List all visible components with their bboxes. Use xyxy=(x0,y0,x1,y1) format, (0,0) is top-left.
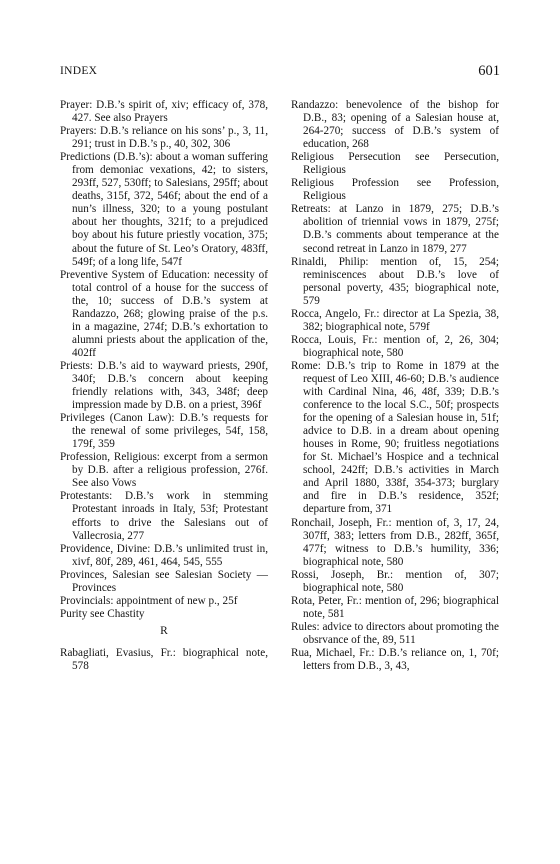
index-column-left xyxy=(60,99,268,673)
index-entry-providence: Providence, Divine: D.B.’s unlimited trust in, xivf, 80f, 289, 461, 464, 545, 555 xyxy=(60,542,268,568)
index-entry-privileges: Privileges (Canon Law): D.B.’s requests for the renewal of some privileges, 54f, 158, 179f, 359 xyxy=(60,412,268,451)
index-entry-prayers: Prayers: D.B.’s reliance on his sons’ p., 3, 11, 291; trust in D.B.’s p., 40, 302, 306 xyxy=(60,125,268,151)
index-entry-rome: Rome: D.B.’s trip to Rome in 1879 at the request of Leo XIII, 46-60; D.B.’s audience with Cardinal Nina, 46, 48f, 339; D.B.’s conference to the local S.C., 50f; prospects for the opening of a Salesian house in, 51f; advice to D.B. in a dream about opening houses in Rome, 90; fruitless negotiations for St. Michael’s Hospice and a technical school, 242ff; D.B.’s activities in March and April 1880, 338f, 354-373; burglary and fire in D.B.’s residence, 352f; departure from, 371 xyxy=(291,359,499,516)
index-entry-rossi: Rossi, Joseph, Br.: mention of, 307; biographical note, 580 xyxy=(291,568,499,594)
index-entry-rules: Rules: advice to directors about promoting the obsrvance of the, 89, 511 xyxy=(291,620,499,646)
index-entry-predictions: Predictions (D.B.’s): about a woman suffering from demoniac vexations, 42; to sisters, 293ff, 527, 530ff; to Salesians, 295ff; about deaths, 315f, 372, 546f; about the end of a nun’s illness, 320; to a young postulant about her thoughts, 321f; to a prejudiced boy about his future priestly vocation, 375; about the future of St. Leo’s Oratory, 483ff, 549f; of a long life, 547f xyxy=(60,151,268,268)
index-column-right xyxy=(291,99,499,673)
index-entry-priests: Priests: D.B.’s aid to wayward priests, 290f, 340f; D.B.’s concern about keeping friendly relations with, 343, 348f; deep impression made by D.B. on a priest, 396f xyxy=(60,359,268,412)
index-entry-protestants: Protestants: D.B.’s work in stemming Protestant inroads in Italy, 53f; Protestant efforts to drive the Salesians out of Vallecrosia, 277 xyxy=(60,490,268,542)
index-entry-provinces: Provinces, Salesian see Salesian Society —Provinces xyxy=(60,568,268,594)
index-entry-religious-persecution: Religious Persecution see Persecution, Religious xyxy=(291,151,499,177)
index-entry-rota: Rota, Peter, Fr.: mention of, 296; biographical note, 581 xyxy=(291,594,499,620)
running-head: INDEX xyxy=(60,65,98,77)
index-entry-rabagliati: Rabagliati, Evasius, Fr.: biographical note, 578 xyxy=(60,646,268,672)
index-entry-rinaldi: Rinaldi, Philip: mention of, 15, 254; reminiscences about D.B.’s love of personal poverty, 435; biographical note, 579 xyxy=(291,255,499,307)
page-number: 601 xyxy=(478,63,500,79)
index-entry-rocca-louis: Rocca, Louis, Fr.: mention of, 2, 26, 304; biographical note, 580 xyxy=(291,333,499,359)
index-entry-rua: Rua, Michael, Fr.: D.B.’s reliance on, 1, 70f; letters from D.B., 3, 43, xyxy=(291,646,499,673)
section-letter-heading: R xyxy=(160,624,168,637)
index-entry-prayer: Prayer: D.B.’s spirit of, xiv; efficacy of, 378, 427. See also Prayers xyxy=(60,99,268,125)
index-entry-retreats: Retreats: at Lanzo in 1879, 275; D.B.’s abolition of triennial vows in 1879, 275f; D.B.’s comments about temperance at the second retreat in Lanzo in 1879, 277 xyxy=(291,203,499,255)
index-entry-ronchail: Ronchail, Joseph, Fr.: mention of, 3, 17, 24, 307ff, 383; letters from D.B., 282ff, 365f, 477f; witness to D.B.’s humility, 336; biographical note, 580 xyxy=(291,516,499,568)
index-entry-provincials: Provincials: appointment of new p., 25f xyxy=(60,594,238,607)
index-entry-rocca-angelo: Rocca, Angelo, Fr.: director at La Spezia, 38, 382; biographical note, 579f xyxy=(291,307,499,333)
index-entry-religious-profession: Religious Profession see Profession, Religious xyxy=(291,177,499,203)
index-entry-purity: Purity see Chastity xyxy=(60,607,145,620)
index-entry-profession: Profession, Religious: excerpt from a sermon by D.B. after a religious profession, 276f. See also Vows xyxy=(60,451,268,490)
index-entry-preventive-system: Preventive System of Education: necessity of total control of a house for the success of the, 10; success of D.B.’s system at Randazzo, 268; glowing praise of the p.s. in a magazine, 274f; D.B.’s exhortation to alumni priests about the application of the, 402ff xyxy=(60,268,268,359)
page-header xyxy=(60,63,500,83)
index-entry-randazzo: Randazzo: benevolence of the bishop for D.B., 83; opening of a Salesian house at, 264-270; success of D.B.’s system of education, 268 xyxy=(291,99,499,151)
